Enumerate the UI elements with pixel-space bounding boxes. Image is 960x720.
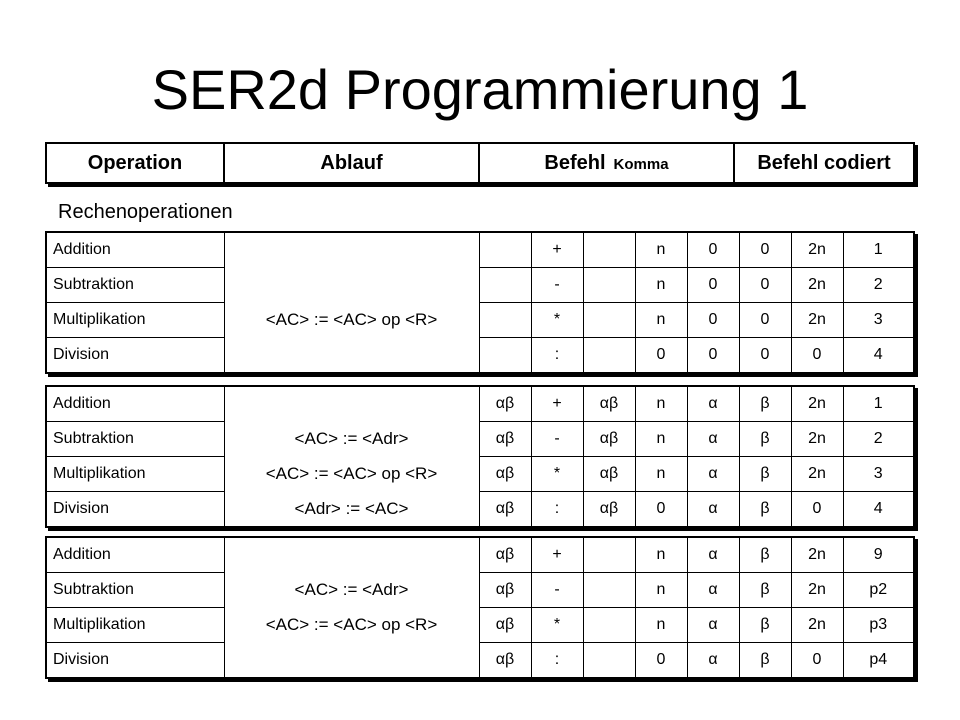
ablauf-cell [224, 643, 479, 679]
slide-title: SER2d Programmierung 1 [151, 58, 809, 121]
code-cell [479, 268, 531, 303]
code-cell: αβ [479, 573, 531, 608]
code-cell: α [687, 492, 739, 528]
code-cell: 2 [843, 268, 914, 303]
code-cell: α [687, 537, 739, 573]
code-cell: * [531, 457, 583, 492]
code-cell: α [687, 608, 739, 643]
header-komma-label: Komma [613, 155, 669, 173]
code-cell: 0 [635, 492, 687, 528]
code-cell: αβ [583, 457, 635, 492]
ablauf-cell [224, 338, 479, 374]
operation-cell: Multiplikation [46, 303, 224, 338]
code-cell: β [739, 643, 791, 679]
code-cell: n [635, 422, 687, 457]
code-cell: 0 [791, 643, 843, 679]
code-cell: - [531, 573, 583, 608]
code-cell: β [739, 386, 791, 422]
operation-cell: Addition [46, 386, 224, 422]
code-cell: α [687, 643, 739, 679]
code-cell: n [635, 268, 687, 303]
code-cell: 2n [791, 232, 843, 268]
code-cell: p4 [843, 643, 914, 679]
code-cell: 0 [739, 303, 791, 338]
table-row [46, 492, 914, 528]
ablauf-cell: <AC> := <Adr> [224, 573, 479, 608]
header-befehl-label: Befehl [544, 151, 606, 174]
operation-cell: Division [46, 338, 224, 374]
code-cell: + [531, 386, 583, 422]
code-cell: : [531, 492, 583, 528]
ablauf-cell: <AC> := <AC> op <R> [224, 457, 479, 492]
code-cell: 2n [791, 537, 843, 573]
code-cell: 2n [791, 268, 843, 303]
code-cell: α [687, 386, 739, 422]
code-cell: 3 [843, 457, 914, 492]
code-cell: 0 [791, 338, 843, 374]
code-cell [479, 303, 531, 338]
code-cell: αβ [479, 457, 531, 492]
code-cell: 4 [843, 338, 914, 374]
code-cell: α [687, 457, 739, 492]
ablauf-cell [224, 386, 479, 422]
code-cell: αβ [479, 422, 531, 457]
code-cell: αβ [479, 386, 531, 422]
code-cell: αβ [479, 537, 531, 573]
header-table [45, 142, 915, 184]
code-cell: - [531, 422, 583, 457]
ablauf-cell: <AC> := <Adr> [224, 422, 479, 457]
ablauf-cell [224, 232, 479, 268]
table-row [46, 457, 914, 492]
operation-cell: Multiplikation [46, 457, 224, 492]
code-cell: : [531, 643, 583, 679]
header-befehl [479, 143, 734, 183]
code-cell: 0 [739, 338, 791, 374]
code-cell: 2n [791, 573, 843, 608]
code-cell: p2 [843, 573, 914, 608]
table-row [46, 608, 914, 643]
ablauf-cell: <Adr> := <AC> [224, 492, 479, 528]
code-cell: β [739, 422, 791, 457]
table-row [46, 232, 914, 268]
code-cell: 9 [843, 537, 914, 573]
code-cell [583, 338, 635, 374]
code-cell: + [531, 232, 583, 268]
code-cell: : [531, 338, 583, 374]
code-cell: αβ [583, 492, 635, 528]
code-cell [583, 573, 635, 608]
header-operation: Operation [46, 143, 224, 183]
code-cell: n [635, 386, 687, 422]
code-cell: αβ [479, 608, 531, 643]
operation-cell: Division [46, 643, 224, 679]
operation-cell: Subtraktion [46, 268, 224, 303]
ablauf-cell: <AC> := <AC> op <R> [224, 608, 479, 643]
code-cell: 0 [687, 232, 739, 268]
code-cell: αβ [479, 643, 531, 679]
code-cell: β [739, 457, 791, 492]
operation-cell: Addition [46, 537, 224, 573]
table-row [46, 386, 914, 422]
code-cell: β [739, 608, 791, 643]
code-cell: 0 [739, 268, 791, 303]
code-cell [583, 537, 635, 573]
code-cell: 4 [843, 492, 914, 528]
code-cell: 3 [843, 303, 914, 338]
table-2 [45, 385, 915, 528]
operation-cell: Multiplikation [46, 608, 224, 643]
code-cell: β [739, 492, 791, 528]
ablauf-cell: <AC> := <AC> op <R> [224, 303, 479, 338]
code-cell: 2n [791, 422, 843, 457]
code-cell: 2n [791, 386, 843, 422]
ablauf-cell [224, 268, 479, 303]
table-row [46, 537, 914, 573]
code-cell: 2 [843, 422, 914, 457]
code-cell [479, 232, 531, 268]
code-cell [583, 303, 635, 338]
table-row [46, 422, 914, 457]
code-cell: αβ [479, 492, 531, 528]
ablauf-cell [224, 537, 479, 573]
table-row [46, 268, 914, 303]
table-3 [45, 536, 915, 679]
code-cell: n [635, 232, 687, 268]
code-cell [583, 268, 635, 303]
code-cell: 0 [635, 338, 687, 374]
code-cell [583, 232, 635, 268]
table-row [46, 303, 914, 338]
code-cell: α [687, 573, 739, 608]
code-cell: β [739, 537, 791, 573]
code-cell: 0 [687, 338, 739, 374]
code-cell: αβ [583, 386, 635, 422]
operation-cell: Addition [46, 232, 224, 268]
code-cell: αβ [583, 422, 635, 457]
code-cell: n [635, 303, 687, 338]
table-row [46, 573, 914, 608]
code-cell: β [739, 573, 791, 608]
code-cell: α [687, 422, 739, 457]
code-cell: 2n [791, 608, 843, 643]
code-cell: 0 [687, 268, 739, 303]
code-cell [583, 643, 635, 679]
operation-cell: Subtraktion [46, 573, 224, 608]
code-cell: 1 [843, 386, 914, 422]
code-cell: n [635, 537, 687, 573]
code-cell: n [635, 457, 687, 492]
code-cell: 0 [635, 643, 687, 679]
section-label: Rechenoperationen [58, 201, 233, 223]
table-row [46, 643, 914, 679]
code-cell [583, 608, 635, 643]
table-row [46, 338, 914, 374]
code-cell: n [635, 573, 687, 608]
header-ablauf: Ablauf [224, 143, 479, 183]
code-cell: * [531, 303, 583, 338]
code-cell: 0 [791, 492, 843, 528]
code-cell: 0 [739, 232, 791, 268]
code-cell: 1 [843, 232, 914, 268]
code-cell: 2n [791, 457, 843, 492]
header-befehl-codiert: Befehl codiert [734, 143, 914, 183]
code-cell: - [531, 268, 583, 303]
operation-cell: Subtraktion [46, 422, 224, 457]
code-cell: * [531, 608, 583, 643]
code-cell [479, 338, 531, 374]
code-cell: 2n [791, 303, 843, 338]
table-1 [45, 231, 915, 374]
code-cell: p3 [843, 608, 914, 643]
operation-cell: Division [46, 492, 224, 528]
code-cell: n [635, 608, 687, 643]
code-cell: + [531, 537, 583, 573]
code-cell: 0 [687, 303, 739, 338]
